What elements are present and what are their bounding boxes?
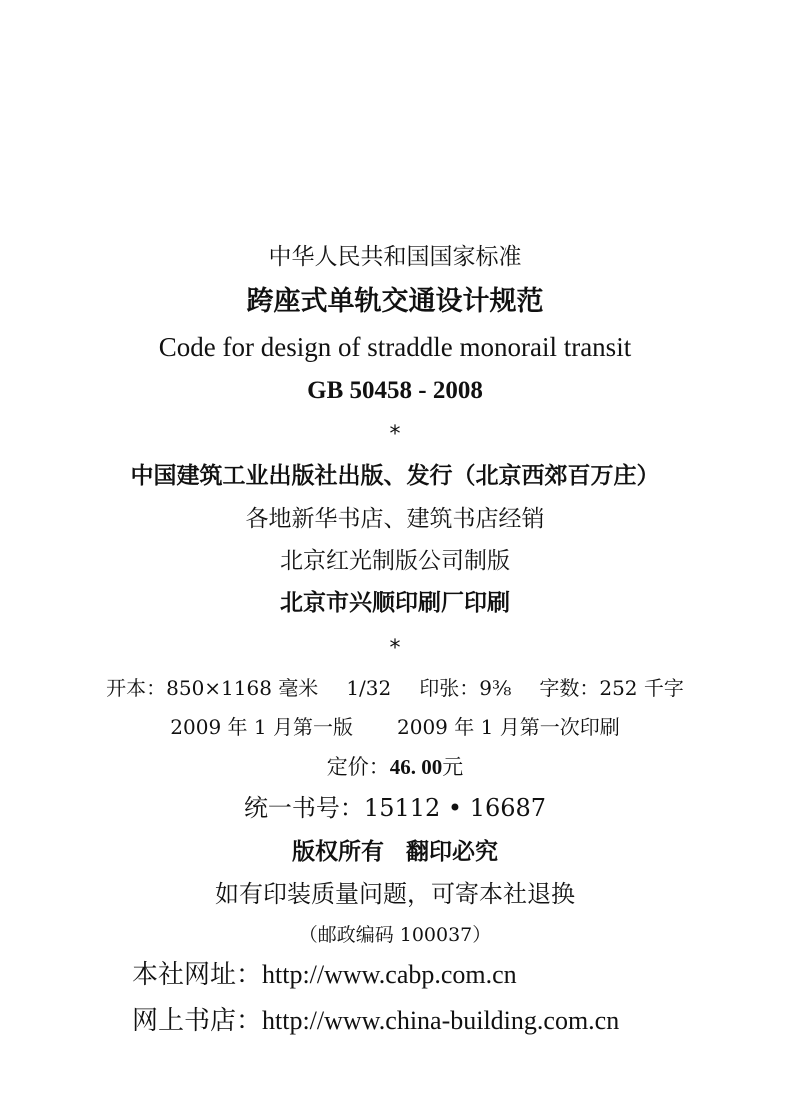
price-line bbox=[0, 757, 790, 778]
distributor-line: 各地新华书店、建筑书店经销 bbox=[245, 506, 545, 532]
standard-type: 中华人民共和国国家标准 bbox=[268, 244, 522, 270]
words-value: 252 千字 bbox=[599, 676, 684, 700]
copyright-part1: 版权所有 bbox=[292, 839, 384, 865]
return-notice: 如有印装质量问题，可寄本社退换 bbox=[215, 880, 575, 908]
price-label: 定价： bbox=[326, 755, 390, 779]
title-chinese: 跨座式单轨交通设计规范 bbox=[246, 286, 544, 317]
bookstore-line bbox=[132, 1008, 619, 1034]
sheets-value: 9⅜ bbox=[479, 676, 512, 700]
separator-star: * bbox=[389, 422, 401, 447]
price-value: 46. 00 bbox=[389, 755, 443, 779]
copyright-part2: 翻印必究 bbox=[406, 839, 498, 865]
website-label: 本社网址： bbox=[132, 960, 263, 990]
book-number: 统一书号：15112 • 16687 bbox=[243, 794, 547, 822]
bookstore-url[interactable]: http://www.china-building.com.cn bbox=[262, 1006, 620, 1035]
website-url[interactable]: http://www.cabp.com.cn bbox=[262, 960, 517, 989]
printer-line: 北京市兴顺印刷厂印刷 bbox=[280, 590, 510, 616]
postal-code: （邮政编码 100037） bbox=[298, 924, 492, 946]
printing-text: 2009 年 1 月第一次印刷 bbox=[397, 715, 620, 739]
edition-text: 2009 年 1 月第一版 bbox=[170, 715, 353, 739]
sheets-label: 印张： bbox=[419, 676, 480, 700]
bookstore-label: 网上书店： bbox=[132, 1006, 263, 1036]
format-value: 850×1168 毫米 bbox=[166, 676, 319, 700]
separator-star-2: * bbox=[389, 636, 401, 661]
copyright-line bbox=[0, 841, 790, 864]
price-unit: 元 bbox=[442, 755, 464, 779]
format-specs bbox=[0, 678, 790, 698]
title-english: Code for design of straddle monorail transit bbox=[158, 332, 632, 362]
edition-line bbox=[0, 717, 790, 737]
format-label: 开本： bbox=[106, 676, 167, 700]
publisher-line: 中国建筑工业出版社出版、发行（北京西郊百万庄） bbox=[130, 463, 660, 489]
words-label: 字数： bbox=[539, 676, 600, 700]
website-line bbox=[132, 962, 517, 988]
format-fraction: 1/32 bbox=[346, 676, 392, 700]
platemaker-line: 北京红光制版公司制版 bbox=[280, 548, 510, 574]
standard-code: GB 50458 - 2008 bbox=[307, 377, 483, 404]
